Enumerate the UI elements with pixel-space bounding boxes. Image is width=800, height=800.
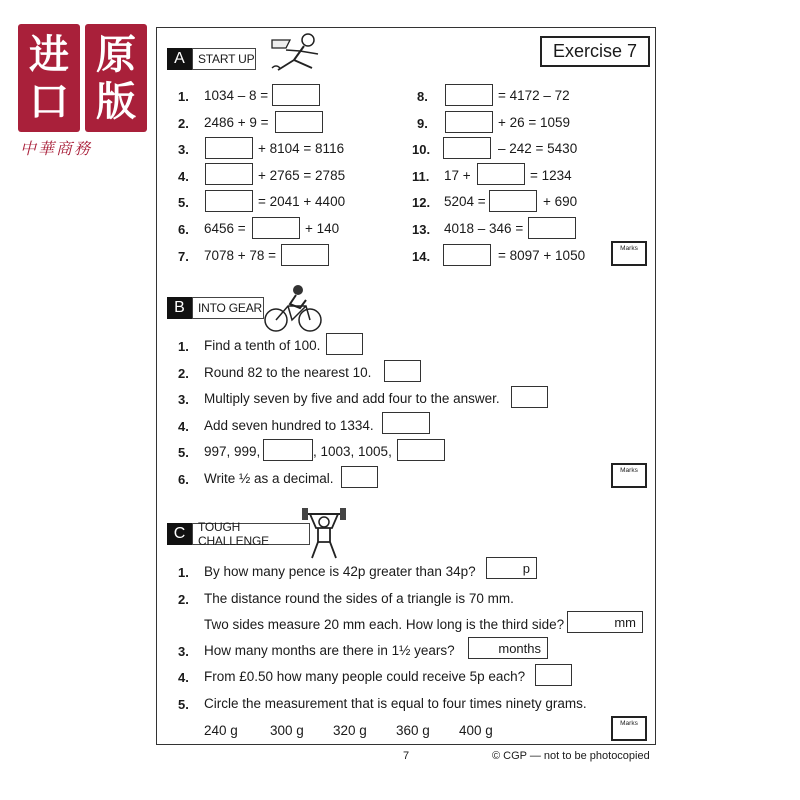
question-text: 17 + <box>444 168 471 183</box>
question-text: , 1003, 1005, <box>313 444 392 459</box>
answer-box[interactable]: mm <box>567 611 643 633</box>
question-number: 4. <box>178 169 189 184</box>
marks-box: Marks <box>611 716 647 741</box>
measurement-option[interactable]: 320 g <box>333 723 367 738</box>
answer-box[interactable] <box>272 84 320 106</box>
answer-box[interactable] <box>489 190 537 212</box>
question-text: Round 82 to the nearest 10. <box>204 365 372 380</box>
question-number: 4. <box>178 419 189 434</box>
question-number: 10. <box>412 142 431 157</box>
question-text: From £0.50 how many people could receive 5p each? <box>204 669 526 684</box>
badge-left-block <box>18 24 80 132</box>
cyclist-illustration-icon <box>262 282 326 334</box>
question-text: How many months are there in 1½ years? <box>204 643 455 658</box>
publisher-badge <box>18 24 148 134</box>
question-number: 5. <box>178 697 189 712</box>
marks-box: Marks <box>611 463 647 488</box>
measurement-option[interactable]: 360 g <box>396 723 430 738</box>
answer-box[interactable] <box>341 466 378 488</box>
question-text: = 4172 – 72 <box>498 88 570 103</box>
answer-box[interactable] <box>445 111 493 133</box>
question-text: + 690 <box>543 194 578 209</box>
question-text: + 2765 = 2785 <box>258 168 346 183</box>
question-number: 7. <box>178 249 189 264</box>
badge-char: 版 <box>96 78 136 125</box>
answer-box[interactable] <box>281 244 329 266</box>
page-number: 7 <box>403 750 410 762</box>
badge-char: 进 <box>29 30 69 78</box>
question-number: 3. <box>178 142 189 157</box>
measurement-option[interactable]: 400 g <box>459 723 493 738</box>
question-number: 5. <box>178 195 189 210</box>
answer-box[interactable] <box>443 137 491 159</box>
answer-box[interactable] <box>326 333 363 355</box>
question-number: 5. <box>178 445 189 460</box>
answer-box[interactable] <box>443 244 491 266</box>
question-text: + 140 <box>305 221 340 236</box>
question-text: Multiply seven by five and add four to the answer. <box>204 391 500 406</box>
question-text: 997, 999, <box>204 444 261 459</box>
section-c-letter: C <box>167 523 192 545</box>
worksheet-frame <box>156 27 656 745</box>
question-number: 14. <box>412 249 431 264</box>
question-number: 11. <box>412 169 430 184</box>
question-text: By how many pence is 42p greater than 34p? <box>204 564 476 579</box>
question-text: + 8104 = 8116 <box>258 141 345 156</box>
copyright-notice: © CGP — not to be photocopied <box>492 750 650 762</box>
answer-box[interactable]: months <box>468 637 548 659</box>
question-number: 13. <box>412 222 431 237</box>
question-number: 8. <box>417 89 428 104</box>
answer-box[interactable] <box>263 439 313 461</box>
answer-box[interactable] <box>397 439 445 461</box>
question-text: Circle the measurement that is equal to four times ninety grams. <box>204 696 587 711</box>
measurement-option[interactable]: 240 g <box>204 723 238 738</box>
question-number: 6. <box>178 472 189 487</box>
question-text: Two sides measure 20 mm each. How long is the third side? <box>204 617 565 632</box>
weightlifter-illustration-icon <box>300 504 348 560</box>
question-text: = 1234 <box>530 168 572 183</box>
question-number: 9. <box>417 116 428 131</box>
answer-box[interactable] <box>252 217 300 239</box>
question-text: 6456 = <box>204 221 246 236</box>
runner-illustration-icon <box>250 30 330 80</box>
question-number: 2. <box>178 366 189 381</box>
question-text: = 8097 + 1050 <box>498 248 586 263</box>
badge-right-block <box>85 24 147 132</box>
question-text: Add seven hundred to 1334. <box>204 418 374 433</box>
marks-box: Marks <box>611 241 647 266</box>
question-number: 6. <box>178 222 189 237</box>
question-number: 1. <box>178 339 189 354</box>
question-number: 3. <box>178 644 189 659</box>
section-b-title: INTO GEAR <box>192 297 264 319</box>
question-text: Find a tenth of 100. <box>204 338 321 353</box>
answer-box[interactable] <box>384 360 421 382</box>
question-text: + 26 = 1059 <box>498 115 571 130</box>
answer-box[interactable] <box>205 137 253 159</box>
question-number: 4. <box>178 670 189 685</box>
section-c-title: TOUGH CHALLENGE <box>192 523 310 545</box>
answer-box[interactable] <box>477 163 525 185</box>
answer-box[interactable] <box>275 111 323 133</box>
question-text: 5204 = <box>444 194 486 209</box>
question-text: The distance round the sides of a triangle is 70 mm. <box>204 591 514 606</box>
question-text: 2486 + 9 = <box>204 115 269 130</box>
section-b-letter: B <box>167 297 192 319</box>
question-text: – 242 = 5430 <box>498 141 578 156</box>
answer-box[interactable] <box>382 412 430 434</box>
question-number: 3. <box>178 392 189 407</box>
question-text: 7078 + 78 = <box>204 248 277 263</box>
question-number: 1. <box>178 89 189 104</box>
question-text: 4018 – 346 = <box>444 221 524 236</box>
question-text: 1034 – 8 = <box>204 88 269 103</box>
answer-box[interactable] <box>205 190 253 212</box>
answer-box[interactable]: p <box>486 557 537 579</box>
question-number: 1. <box>178 565 189 580</box>
question-text: Write ½ as a decimal. <box>204 471 334 486</box>
answer-box[interactable] <box>205 163 253 185</box>
measurement-option[interactable]: 300 g <box>270 723 304 738</box>
badge-subtitle: 中華商務 <box>20 139 93 158</box>
question-number: 2. <box>178 592 189 607</box>
answer-box[interactable] <box>535 664 572 686</box>
question-number: 12. <box>412 195 431 210</box>
question-text: = 2041 + 4400 <box>258 194 346 209</box>
answer-box[interactable] <box>511 386 548 408</box>
badge-char: 口 <box>29 78 69 125</box>
badge-char: 原 <box>96 30 136 78</box>
answer-box[interactable] <box>528 217 576 239</box>
section-a-letter: A <box>167 48 192 70</box>
section-a-title: START UP <box>192 48 256 70</box>
answer-box[interactable] <box>445 84 493 106</box>
question-number: 2. <box>178 116 189 131</box>
exercise-title: Exercise 7 <box>540 36 650 67</box>
